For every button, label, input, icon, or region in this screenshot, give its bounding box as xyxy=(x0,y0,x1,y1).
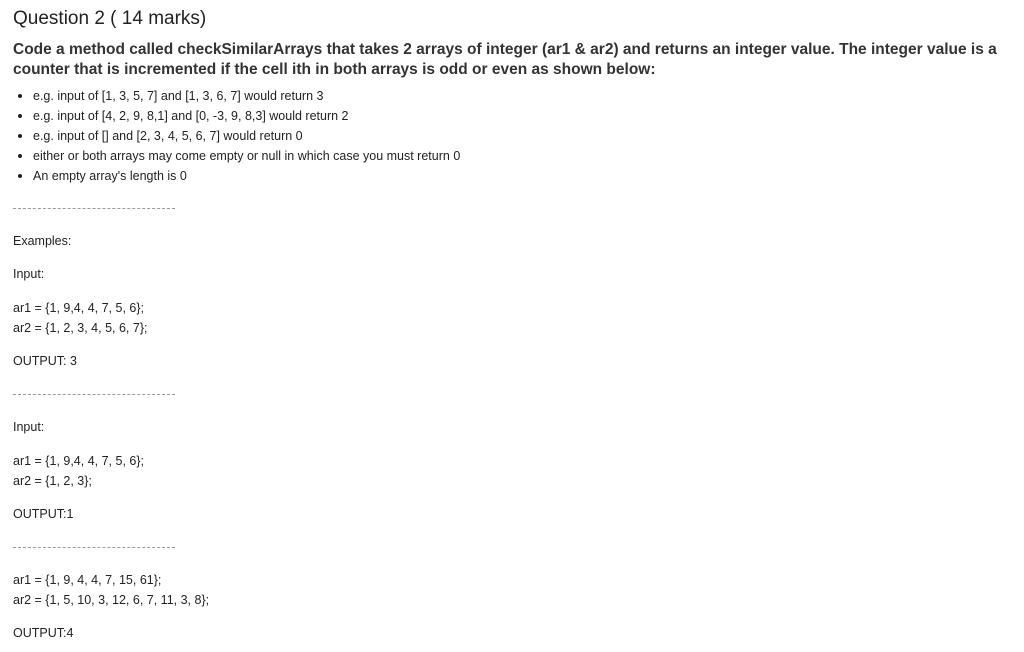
divider xyxy=(13,394,175,395)
divider xyxy=(13,208,175,209)
example-3-output: OUTPUT:4 xyxy=(13,626,74,640)
example-2-input-label: Input: xyxy=(13,420,45,434)
requirements-list xyxy=(13,86,460,186)
examples-heading: Examples: xyxy=(13,234,72,248)
example-1-ar1: ar1 = {1, 9,4, 4, 7, 5, 6}; xyxy=(13,301,144,315)
example-2-ar2: ar2 = {1, 2, 3}; xyxy=(13,474,92,488)
divider xyxy=(13,547,175,548)
list-item: e.g. input of [4, 2, 9, 8,1] and [0, -3, 9, 8,3] would return 2 xyxy=(13,106,460,126)
question-title: Question 2 ( 14 marks) xyxy=(13,8,207,29)
list-item: An empty array's length is 0 xyxy=(13,166,460,186)
example-3-ar1: ar1 = {1, 9, 4, 4, 7, 15, 61}; xyxy=(13,573,162,587)
list-item: e.g. input of [1, 3, 5, 7] and [1, 3, 6, 7] would return 3 xyxy=(13,86,460,106)
example-3-ar2: ar2 = {1, 5, 10, 3, 12, 6, 7, 11, 3, 8}; xyxy=(13,593,210,607)
list-item: either or both arrays may come empty or null in which case you must return 0 xyxy=(13,146,460,166)
list-item: e.g. input of [] and [2, 3, 4, 5, 6, 7] would return 0 xyxy=(13,126,460,146)
example-1-ar2: ar2 = {1, 2, 3, 4, 5, 6, 7}; xyxy=(13,321,148,335)
example-1-input-label: Input: xyxy=(13,267,45,281)
example-1-output: OUTPUT: 3 xyxy=(13,354,77,368)
example-2-ar1: ar1 = {1, 9,4, 4, 7, 5, 6}; xyxy=(13,454,144,468)
question-description: Code a method called checkSimilarArrays that takes 2 arrays of integer (ar1 & ar2) and returns an integer value. The integer value is a counter that is incremented if the cell ith in both arrays is odd or even as shown below: xyxy=(13,41,997,78)
example-2-output: OUTPUT:1 xyxy=(13,507,74,521)
